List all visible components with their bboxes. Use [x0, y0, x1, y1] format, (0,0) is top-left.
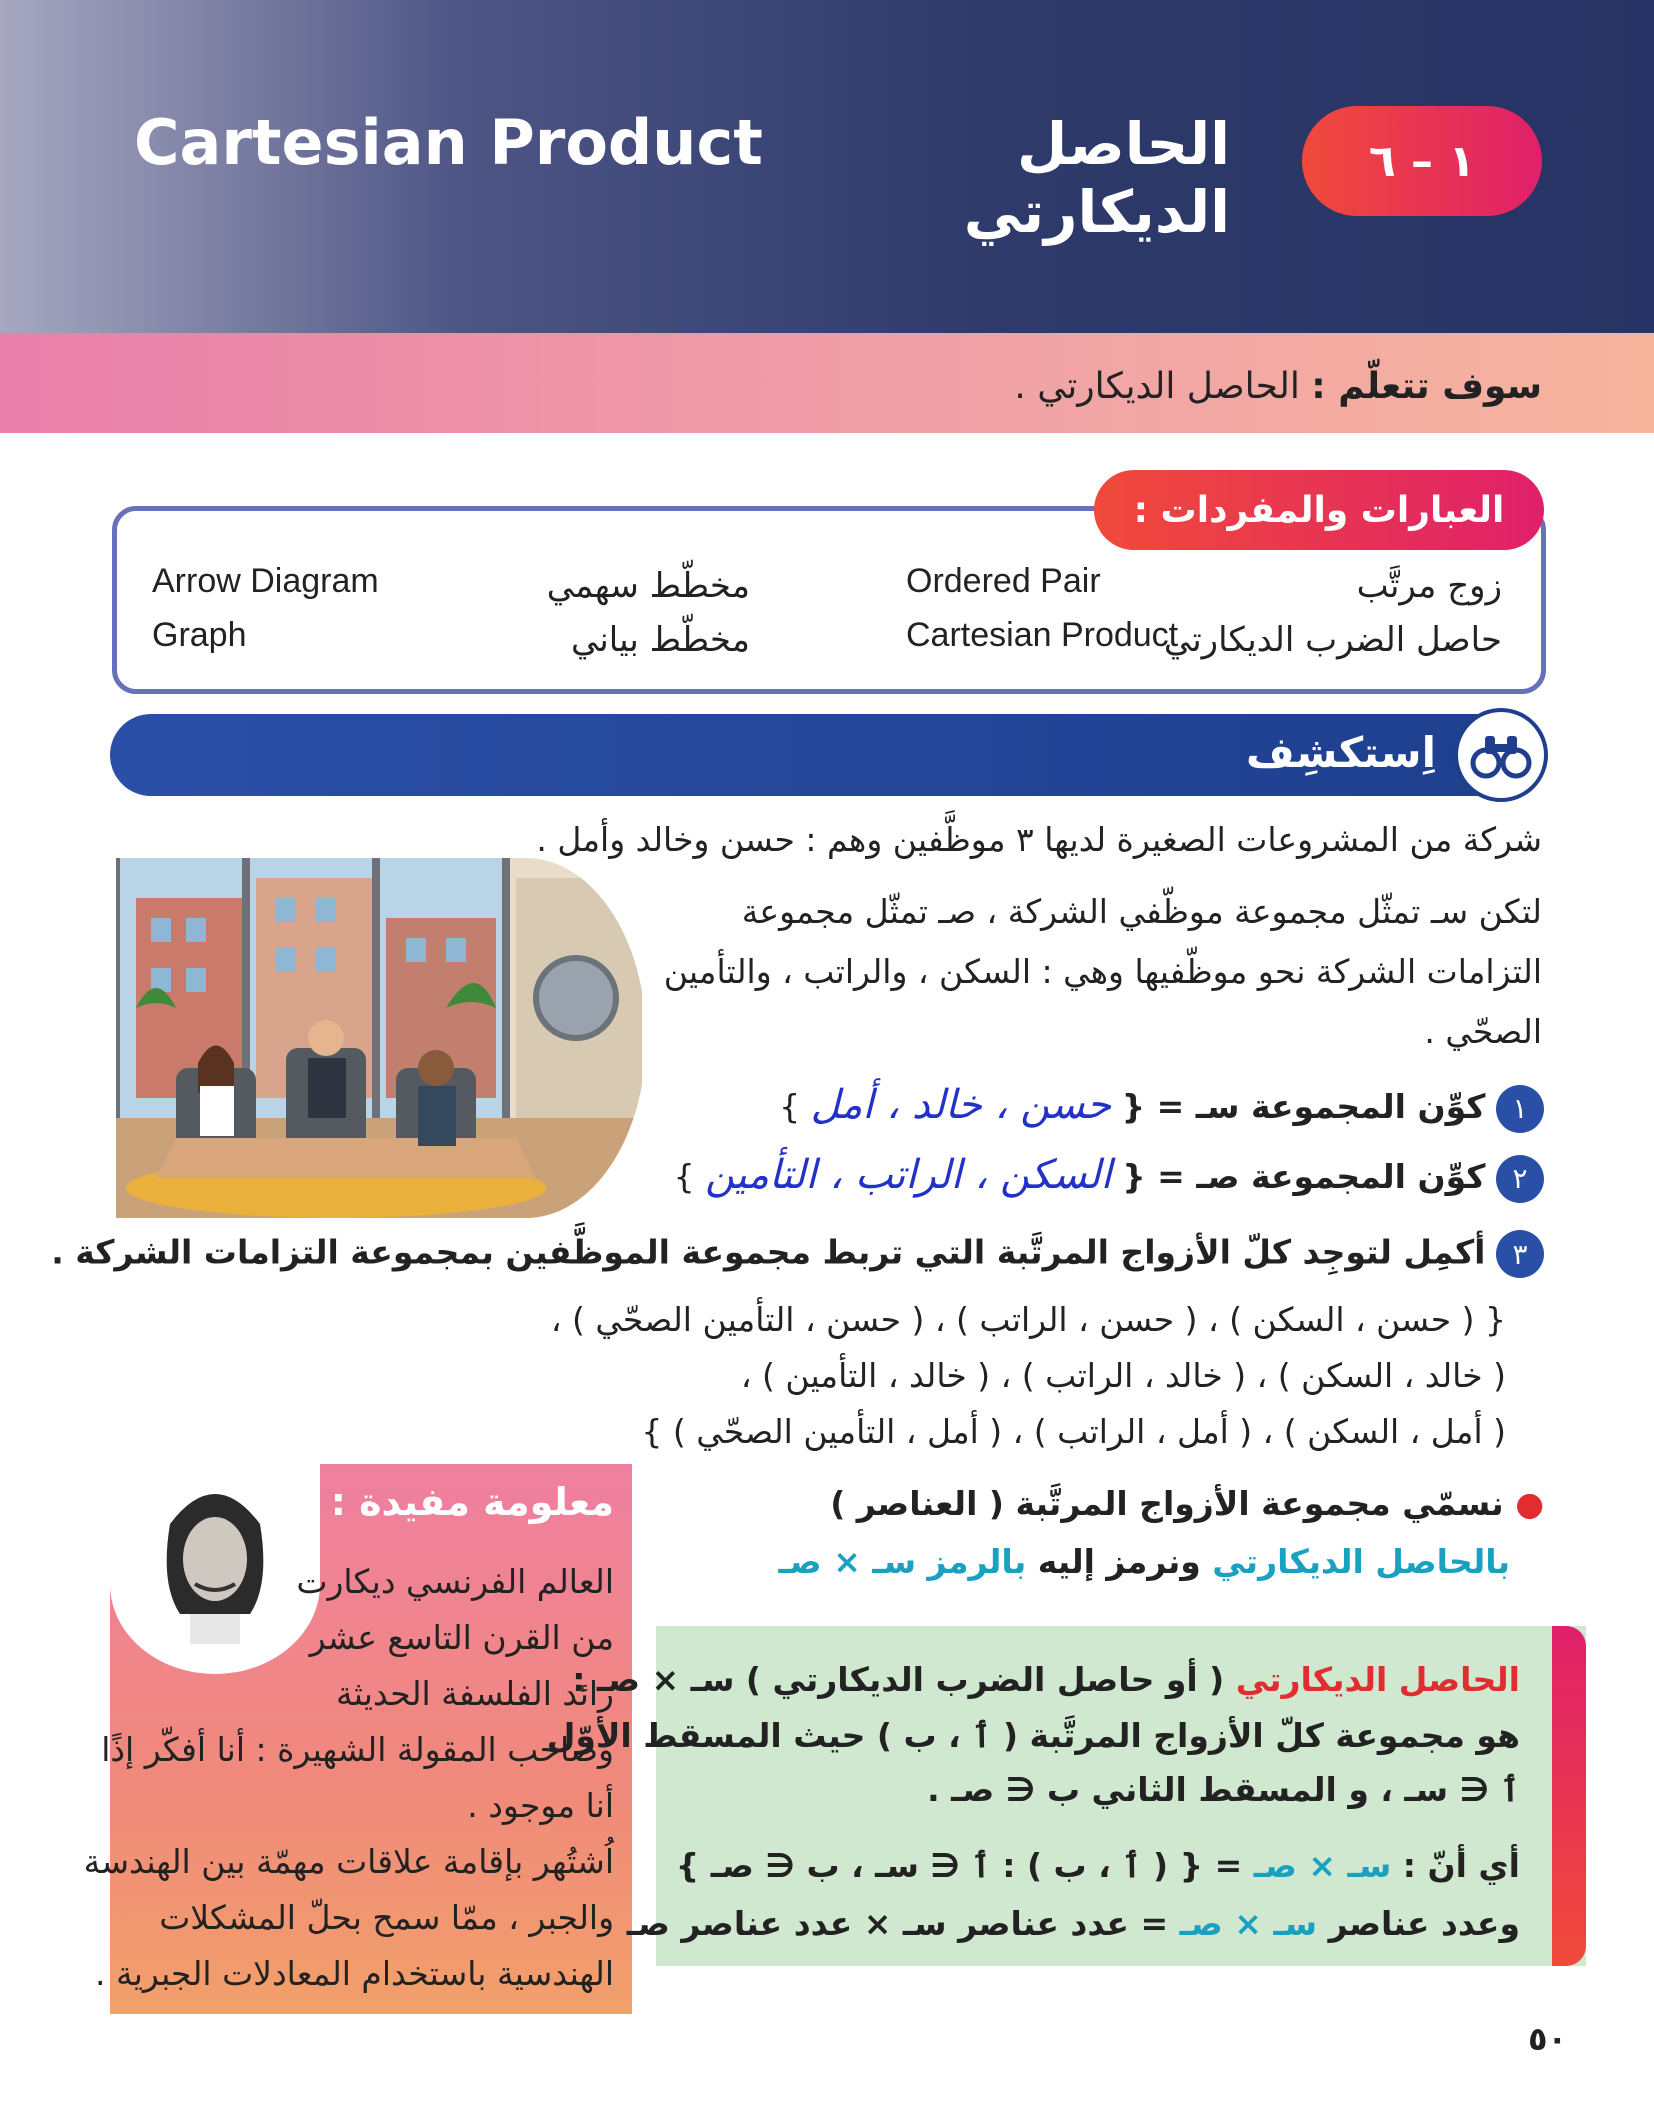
definition-line-3: ٲ ∈ سـ ، و المسقط الثاني ب ∈ صـ .: [927, 1770, 1520, 1809]
question-3: [51, 1230, 1544, 1278]
ordered-pairs-line-2: ( خالد ، السكن ) ، ( خالد ، الراتب ) ، ( خالد ، التأمين ) ،: [740, 1356, 1506, 1395]
explore-label: اِستكشِف: [1245, 728, 1436, 777]
learn-text: الحاصل الديكارتي .: [1014, 366, 1300, 407]
note-line-2: [779, 1542, 1510, 1581]
learn-objective: [1014, 366, 1542, 407]
question-2-number: ٢: [1496, 1155, 1544, 1203]
info-line-4: وصاحب المقولة الشهيرة : أنا أفكّر إذًا: [101, 1730, 614, 1769]
page-number: ٥٠: [1528, 2020, 1568, 2058]
definition-line-4-set: = { ( ٲ ، ب ) : ٲ ∈ سـ ، ب ∈ صـ }: [675, 1846, 1243, 1885]
vocab-en-cartesian-product: Cartesian Product: [906, 616, 1179, 654]
vocab-ar-cartesian-product: حاصل الضرب الديكارتي: [1163, 620, 1502, 660]
binoculars-icon: [1454, 708, 1548, 802]
useful-info-title: معلومة مفيدة :: [330, 1480, 614, 1524]
explore-intro: شركة من المشروعات الصغيرة لديها ٣ موظَّفين وهم : حسن وخالد وأمل .: [536, 820, 1542, 859]
definition-line-5-symbol: سـ × صـ: [1179, 1904, 1318, 1943]
vocabulary-tab: العبارات والمفردات :: [1094, 470, 1544, 550]
info-line-1: العالم الفرنسي ديكارت: [296, 1562, 614, 1601]
question-3-prompt: أكمِل لتوجِد كلّ الأزواج المرتَّبة التي تربط مجموعة الموظَّفين بمجموعة التزامات الشركة .: [51, 1232, 1486, 1272]
question-2: [674, 1152, 1544, 1203]
definition-line-4-intro: أي أنّ :: [1402, 1846, 1520, 1885]
ordered-pairs-line-3: ( أمل ، السكن ) ، ( أمل ، الراتب ) ، ( أمل ، التأمين الصحّي ) }: [641, 1412, 1506, 1451]
question-2-handwritten-answer: السكن ، الراتب ، التأمين: [705, 1152, 1112, 1198]
definition-line-2: هو مجموعة كلّ الأزواج المرتَّبة ( ٲ ، ب ) حيث المسقط الأوّل: [546, 1716, 1520, 1755]
question-2-close-brace: }: [673, 1157, 695, 1196]
note-line-1: [830, 1484, 1544, 1523]
info-line-7: والجبر ، ممّا سمح بحلّ المشكلات: [159, 1898, 614, 1937]
info-line-6: اُشتُهر بإقامة علاقات مهمّة بين الهندسة: [83, 1842, 614, 1881]
definition-accent-bar: [1552, 1626, 1586, 1966]
question-3-number: ٣: [1496, 1230, 1544, 1278]
lesson-number-badge: ١ – ٦: [1302, 106, 1542, 216]
vocab-ar-graph: مخطّط بياني: [570, 620, 750, 660]
note-term-cartesian-product: بالحاصل الديكارتي: [1212, 1542, 1510, 1581]
definition-line-4: [676, 1846, 1520, 1885]
explore-paragraph-line-2: التزامات الشركة نحو موظّفيها وهي : السكن ، والراتب ، والتأمين: [663, 952, 1542, 991]
note-line-1-text: نسمّي مجموعة الأزواج المرتَّبة ( العناصر ): [830, 1484, 1504, 1523]
explore-paragraph-line-1: لتكن سـ تمثّل مجموعة موظّفي الشركة ، صـ تمثّل مجموعة: [741, 892, 1542, 931]
explore-paragraph-line-3: الصحّي .: [1424, 1012, 1542, 1051]
learn-label: سوف تتعلّم :: [1311, 366, 1542, 407]
note-symbol-intro: ونرمز إليه: [1037, 1542, 1201, 1581]
vocab-ar-ordered-pair: زوج مرتَّب: [1356, 566, 1502, 606]
vocab-en-graph: Graph: [152, 616, 247, 654]
info-line-5: أنا موجود .: [467, 1786, 614, 1825]
question-1-number: ١: [1496, 1085, 1544, 1133]
lesson-title-english: Cartesian Product: [134, 106, 763, 179]
question-1-close-brace: }: [779, 1087, 801, 1126]
descartes-portrait: [110, 1464, 320, 1674]
question-1-prompt: كوِّن المجموعة سـ = {: [1121, 1087, 1486, 1126]
definition-line-5-intro: وعدد عناصر: [1328, 1904, 1520, 1943]
definition-line-5-formula: = عدد عناصر سـ × عدد عناصر صـ: [626, 1904, 1169, 1943]
vocab-en-arrow-diagram: Arrow Diagram: [152, 562, 379, 600]
definition-line-4-symbol: سـ × صـ: [1253, 1846, 1392, 1885]
definition-line-1: [572, 1660, 1520, 1699]
question-1-handwritten-answer: حسن ، خالد ، أمل: [810, 1082, 1112, 1128]
definition-term-rest: ( أو حاصل الضرب الديكارتي ) سـ × صـ :: [572, 1660, 1225, 1699]
lesson-title-arabic: الحاصل الديكارتي: [963, 110, 1230, 246]
question-1: [779, 1082, 1544, 1133]
definition-term: الحاصل الديكارتي: [1235, 1660, 1520, 1699]
note-symbol: بالرمز سـ × صـ: [778, 1542, 1027, 1581]
definition-line-5: [627, 1904, 1520, 1943]
vocab-en-ordered-pair: Ordered Pair: [906, 562, 1101, 600]
question-2-prompt: كوِّن المجموعة صـ = {: [1122, 1157, 1486, 1196]
info-line-2: من القرن التاسع عشر: [309, 1618, 614, 1657]
vocab-ar-arrow-diagram: مخطّط سهمي: [546, 566, 750, 606]
info-line-8: الهندسية باستخدام المعادلات الجبرية .: [95, 1954, 614, 1993]
note-bullet: ●: [1515, 1484, 1544, 1523]
ordered-pairs-line-1: { ( حسن ، السكن ) ، ( حسن ، الراتب ) ، ( حسن ، التأمين الصحّي ) ،: [550, 1300, 1506, 1339]
info-line-3: رائد الفلسفة الحديثة: [336, 1674, 614, 1713]
office-meeting-illustration: [116, 858, 642, 1218]
